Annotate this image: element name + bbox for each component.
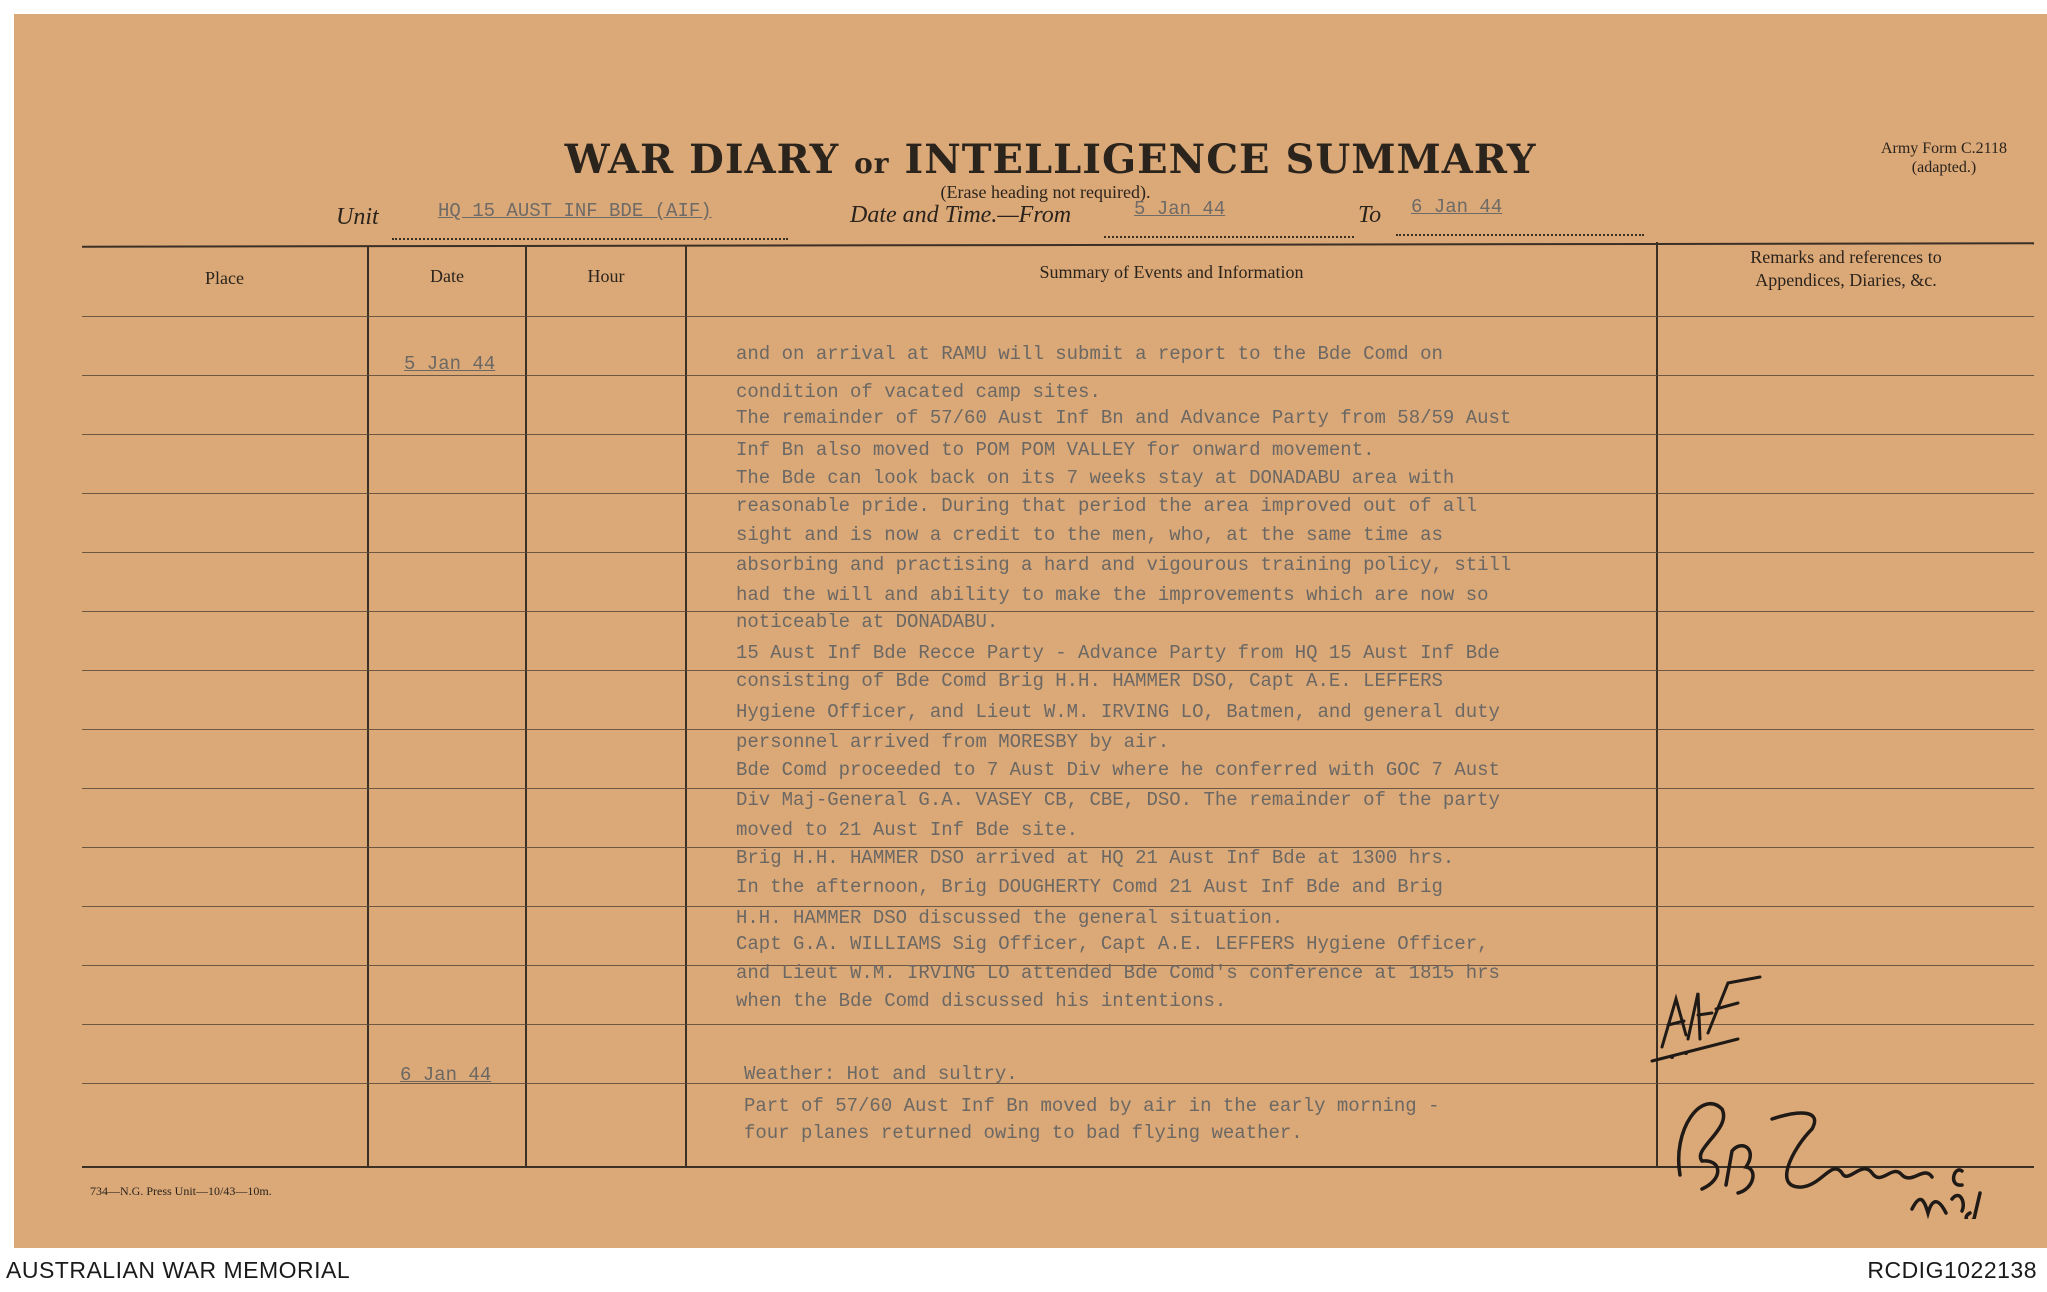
ruled-line: [82, 316, 2034, 317]
header-remarks-line1: Remarks and references to: [1750, 247, 1942, 267]
ruled-line: [82, 493, 2034, 494]
summary-line: Weather: Hot and sultry.: [744, 1063, 1018, 1085]
ruled-line: [82, 1083, 2034, 1084]
date-cell-first: 5 Jan 44: [404, 353, 496, 375]
army-form-reference: [1854, 139, 2034, 177]
ruled-line: [82, 729, 2034, 730]
summary-line: Capt G.A. WILLIAMS Sig Officer, Capt A.E. LEFFERS Hygiene Officer,: [736, 933, 1489, 955]
summary-line: Bde Comd proceeded to 7 Aust Div where he conferred with GOC 7 Aust: [736, 759, 1500, 781]
summary-line: consisting of Bde Comd Brig H.H. HAMMER DSO, Capt A.E. LEFFERS: [736, 670, 1443, 692]
from-value: 5 Jan 44: [1134, 198, 1226, 220]
summary-line: In the afternoon, Brig DOUGHERTY Comd 21 Aust Inf Bde and Brig: [736, 876, 1443, 898]
header-date: Date: [430, 266, 464, 286]
header-hour: Hour: [587, 266, 625, 286]
summary-line: four planes returned owing to bad flying weather.: [744, 1122, 1303, 1144]
summary-line: reasonable pride. During that period the area improved out of all: [736, 495, 1478, 517]
summary-line: The Bde can look back on its 7 weeks stay at DONADABU area with: [736, 467, 1455, 489]
summary-line: noticeable at DONADABU.: [736, 611, 999, 633]
printer-note: 734—N.G. Press Unit—10/43—10m.: [90, 1184, 272, 1198]
officer-signature: [1662, 1089, 2022, 1219]
ruled-line: [82, 552, 2034, 553]
header-place: Place: [205, 268, 244, 288]
form-title: [14, 136, 2047, 183]
header-summary: Summary of Events and Information: [1039, 262, 1304, 282]
divider-hour-summary: [685, 246, 687, 1168]
summary-line: Hygiene Officer, and Lieut W.M. IRVING LO, Batmen, and general duty: [736, 701, 1500, 723]
header-remarks-line2: Appendices, Diaries, &c.: [1755, 270, 1937, 290]
summary-line: Inf Bn also moved to POM POM VALLEY for onward movement.: [736, 439, 1375, 461]
diary-form: [14, 14, 2047, 1248]
summary-line: and on arrival at RAMU will submit a report to the Bde Comd on: [736, 343, 1443, 365]
header-remarks: [1658, 246, 2034, 292]
date-cell-second: 6 Jan 44: [400, 1064, 492, 1086]
to-value: 6 Jan 44: [1411, 196, 1503, 218]
summary-line: condition of vacated camp sites.: [736, 381, 1101, 403]
summary-line: absorbing and practising a hard and vigourous training policy, still: [736, 554, 1512, 576]
unit-value: HQ 15 AUST INF BDE (AIF): [438, 200, 712, 222]
date-time-label: Date and Time.—From: [850, 202, 1072, 228]
title-or: or: [854, 147, 890, 180]
ruled-line: [82, 434, 2034, 435]
ruled-line: [82, 611, 2034, 612]
summary-line: personnel arrived from MORESBY by air.: [736, 731, 1170, 753]
form-ref-adapted: (adapted.): [1911, 159, 1977, 176]
title-intelligence-summary: INTELLIGENCE SUMMARY: [904, 136, 1537, 183]
divider-date-hour: [525, 246, 527, 1168]
form-subtitle: (Erase heading not required).: [940, 182, 1151, 202]
summary-line: 15 Aust Inf Bde Recce Party - Advance Party from HQ 15 Aust Inf Bde: [736, 642, 1500, 664]
summary-line: H.H. HAMMER DSO discussed the general situation.: [736, 907, 1284, 929]
initials-signature: [1642, 969, 1772, 1069]
summary-line: sight and is now a credit to the men, who, at the same time as: [736, 524, 1443, 546]
summary-line: Brig H.H. HAMMER DSO arrived at HQ 21 Aust Inf Bde at 1300 hrs.: [736, 847, 1455, 869]
ruled-line: [82, 375, 2034, 376]
form-ref-number: Army Form C.2118: [1880, 140, 2008, 157]
summary-line: and Lieut W.M. IRVING LO attended Bde Comd's conference at 1815 hrs: [736, 962, 1500, 984]
summary-line: when the Bde Comd discussed his intentions.: [736, 990, 1227, 1012]
footer-archive-name: AUSTRALIAN WAR MEMORIAL: [6, 1257, 351, 1283]
summary-line: Div Maj-General G.A. VASEY CB, CBE, DSO. The remainder of the party: [736, 789, 1500, 811]
divider-place-date: [367, 246, 369, 1168]
summary-line: moved to 21 Aust Inf Bde site.: [736, 819, 1079, 841]
footer-record-id: RCDIG1022138: [1867, 1257, 2037, 1283]
summary-line: Part of 57/60 Aust Inf Bn moved by air in the early morning -: [744, 1095, 1440, 1117]
summary-line: had the will and ability to make the improvements which are now so: [736, 584, 1489, 606]
unit-label: Unit: [336, 204, 379, 230]
to-label: To: [1358, 202, 1382, 228]
summary-line: The remainder of 57/60 Aust Inf Bn and Advance Party from 58/59 Aust: [736, 407, 1512, 429]
title-war-diary: WAR DIARY: [564, 136, 840, 183]
